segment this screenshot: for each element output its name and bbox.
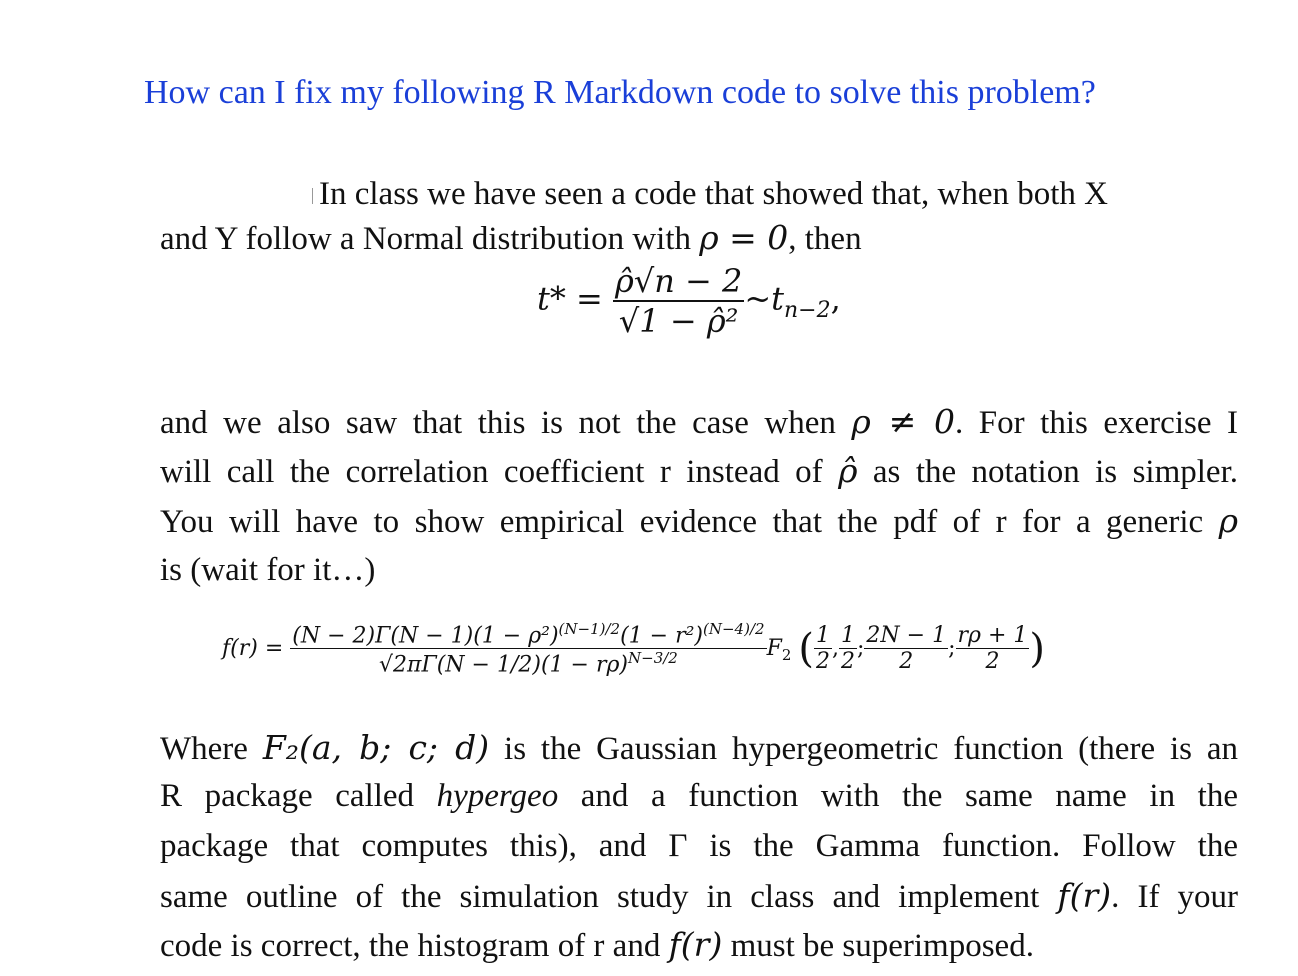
para2-line-1: and we also saw that this is not the case when ρ ≠ 0. For this exercise I <box>160 402 1239 441</box>
eq2-arg-b: $\frac{1}{2}$ <box>840 623 855 675</box>
eq2-lhs: f(r) = <box>222 635 284 661</box>
eq2-fraction <box>290 620 766 678</box>
eq1-lhs: t* = <box>537 279 603 318</box>
para2-line-4: is (wait for it…) <box>160 552 376 588</box>
eq2-arg-d: $\frac{r\rho + 1}{2}$ <box>957 623 1028 675</box>
intro-line-1: In class we have seen a code that showed that, when both X <box>312 170 1108 219</box>
para3-line-3: package that computes this), and Γ is the Gamma function. Follow the <box>160 828 1238 864</box>
eq1-rhs: ~t <box>744 279 785 318</box>
intro-line-2: and Y follow a Normal distribution with ρ = 0, then <box>160 218 862 257</box>
eq2-func: F <box>766 635 782 661</box>
eq1-trail: , <box>830 279 841 318</box>
eq1-fraction <box>613 262 744 340</box>
eq2-numerator: $(N - 2)\Gamma(N - 1)(1 - \rho^2)^{(N-1)/2}(1 - r^2)^{(N-4)/2}$ <box>292 620 765 649</box>
para3-line-2: R package called hypergeo and a function with the same name in the <box>160 778 1238 814</box>
eq1-denominator: √1 − ρ̂² <box>618 302 739 340</box>
eq1-rhs-subscript: n−2 <box>784 297 831 323</box>
eq2-left-paren: ( <box>798 625 814 672</box>
para2-line-2: will call the correlation coefficient r instead of ρ̂ as the notation is simpler. <box>160 451 1238 490</box>
para3-line-4: same outline of the simulation study in class and implement f(r). If your <box>160 876 1239 915</box>
eq2-denominator: $√2\pi\Gamma(N - 1/2)(1 - r\rho)^{N-3/2}$ <box>378 649 678 678</box>
eq2-arg-c: $\frac{2N - 1}{2}$ <box>866 623 947 675</box>
eq2-arg-a: $\frac{1}{2}$ <box>815 623 830 675</box>
pdf-equation: f(r) = $\frac{(N - 2)\Gamma(N - 1)(1 - \rho^2)^{(N-1)/2}(1 - r^2)^{(N-4)/2}}{√2\pi\Gamma(N - 1/2)(1 - r\rho)^{N-3/2}}$ $F_2$ ( $\frac{1}{2}$ , $\frac{1}{2}$ ; $\frac{2N - 1}{2}$ ; $\frac{r\rho + 1}{2}$ ) <box>222 620 1045 678</box>
eq2-func-sub: 2 <box>781 646 792 665</box>
text-cursor <box>312 188 313 204</box>
para3-line-5: code is correct, the histogram of r and f(r) must be superimposed. <box>160 925 1034 964</box>
para3-line-1: Where F₂(a, b; c; d) is the Gaussian hypergeometric function (there is an <box>160 728 1238 767</box>
eq2-right-paren: ) <box>1029 625 1045 672</box>
para2-line-3: You will have to show empirical evidence that the pdf of r for a generic ρ <box>160 501 1238 540</box>
t-statistic-equation <box>537 262 841 340</box>
eq1-numerator: ρ̂√n − 2 <box>615 262 743 300</box>
question-title: How can I fix my following R Markdown code to solve this problem? <box>144 74 1096 111</box>
